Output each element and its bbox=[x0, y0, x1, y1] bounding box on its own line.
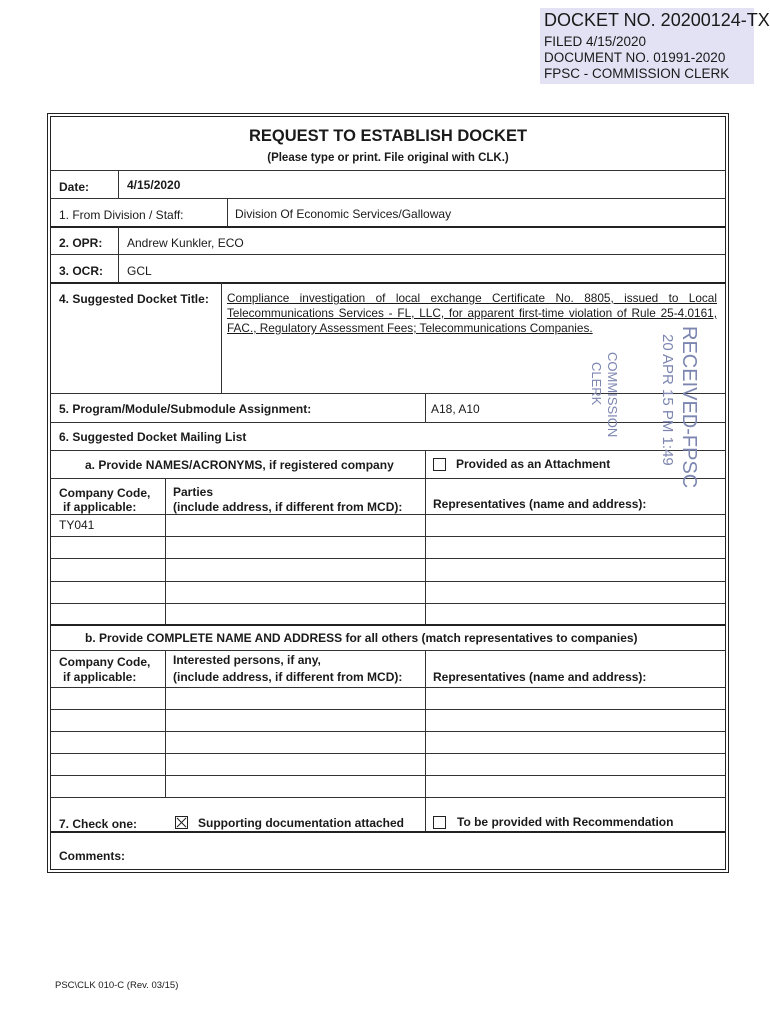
company-code-b-label-2: if applicable: bbox=[63, 670, 137, 684]
interested-persons-label-2: (include address, if different from MCD): bbox=[173, 670, 403, 684]
parties-label: Parties bbox=[173, 485, 214, 499]
check-one-label: 7. Check one: bbox=[59, 817, 138, 831]
received-datetime: 20 APR 15 PM 1:49 bbox=[659, 334, 676, 466]
from-division-value: Division Of Economic Services/Galloway bbox=[235, 207, 452, 221]
commission-clerk: FPSC - COMMISSION CLERK bbox=[544, 66, 730, 81]
request-form bbox=[50, 116, 726, 870]
docket-title-value: Compliance investigation of local exchange Certificate No. 8805, issued to Local Telecommunications Services - FL, LLC, for apparent first-time violation of Rule 25-4.0161, FAC., Regulatory Assessment Fees; Telecommunications Companies. bbox=[227, 291, 717, 335]
mailing-list-label: 6. Suggested Docket Mailing List bbox=[59, 430, 247, 444]
opr-value: Andrew Kunkler, ECO bbox=[127, 236, 244, 250]
from-division-label: 1. From Division / Staff: bbox=[59, 208, 184, 222]
supporting-docs-checkbox[interactable] bbox=[175, 816, 188, 829]
form-title: REQUEST TO ESTABLISH DOCKET bbox=[248, 127, 528, 145]
form-subtitle: (Please type or print. File original with CLK.) bbox=[267, 152, 509, 164]
representatives-label: Representatives (name and address): bbox=[433, 497, 647, 511]
attachment-checkbox[interactable] bbox=[433, 458, 446, 471]
received-fpsc-stamp: RECEIVED-FPSC bbox=[678, 326, 700, 489]
supporting-docs-label: Supporting documentation attached bbox=[198, 816, 404, 830]
docket-number: DOCKET NO. 20200124-TX bbox=[544, 10, 770, 30]
recommendation-checkbox[interactable] bbox=[433, 816, 446, 829]
form-footer-code: PSC\CLK 010-C (Rev. 03/15) bbox=[55, 980, 179, 991]
date-label: Date: bbox=[59, 180, 90, 194]
company-code-label-2: if applicable: bbox=[63, 500, 137, 514]
company-code-label: Company Code, bbox=[59, 486, 151, 500]
document-number: DOCUMENT NO. 01991-2020 bbox=[544, 50, 726, 65]
section-b-label: b. Provide COMPLETE NAME AND ADDRESS for all others (match representatives to companies) bbox=[85, 631, 638, 645]
ocr-label: 3. OCR: bbox=[59, 264, 104, 278]
section-a-label: a. Provide NAMES/ACRONYMS, if registered company bbox=[85, 458, 394, 472]
parties-label-2: (include address, if different from MCD): bbox=[173, 500, 403, 514]
attachment-label: Provided as an Attachment bbox=[456, 457, 611, 471]
comments-label: Comments: bbox=[59, 849, 126, 863]
date-value: 4/15/2020 bbox=[127, 178, 181, 192]
ocr-value: GCL bbox=[127, 264, 152, 278]
received-office-2: CLERK bbox=[589, 362, 604, 406]
representatives-b-label: Representatives (name and address): bbox=[433, 670, 647, 684]
docket-stamp bbox=[540, 8, 770, 84]
docket-title-label: 4. Suggested Docket Title: bbox=[59, 292, 209, 306]
recommendation-label: To be provided with Recommendation bbox=[457, 815, 674, 829]
company-code-value: TY041 bbox=[59, 518, 95, 532]
opr-label: 2. OPR: bbox=[59, 236, 103, 250]
filed-date: FILED 4/15/2020 bbox=[544, 34, 647, 49]
received-office: COMMISSION bbox=[605, 352, 620, 438]
interested-persons-label: Interested persons, if any, bbox=[173, 653, 321, 667]
program-label: 5. Program/Module/Submodule Assignment: bbox=[59, 402, 312, 416]
company-code-b-label: Company Code, bbox=[59, 655, 151, 669]
program-value: A18, A10 bbox=[431, 402, 480, 416]
